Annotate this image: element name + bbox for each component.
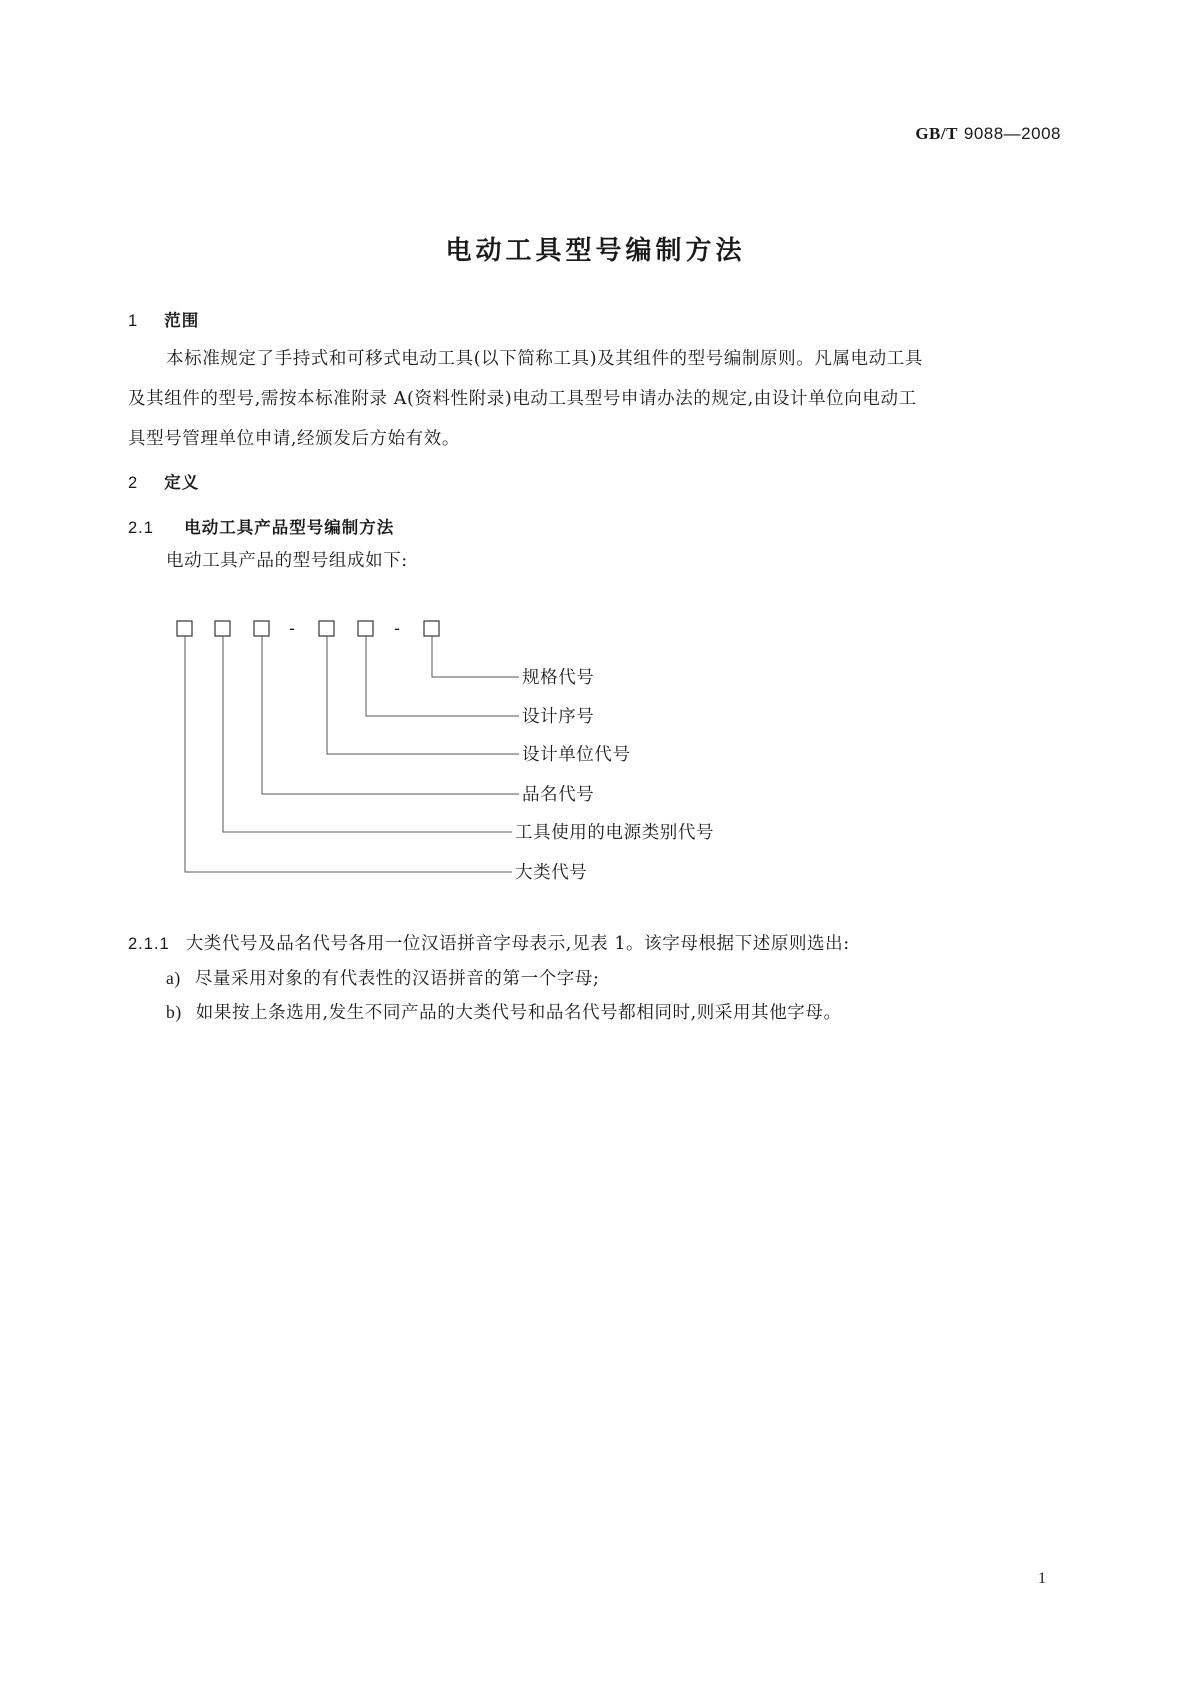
- clause-2-1-1-number: 2.1.1: [128, 935, 170, 953]
- leader-line-product-name-code: [262, 636, 519, 794]
- label-design-unit-code: 设计单位代号: [522, 745, 631, 765]
- section-2-title: 定义: [164, 473, 200, 492]
- clause-item-a-label: a): [166, 968, 181, 988]
- section-2-number: 2: [128, 474, 139, 492]
- page-number: 1: [1038, 1570, 1046, 1587]
- clause-item-b: [166, 999, 842, 1024]
- leader-line-design-unit-code: [327, 636, 519, 754]
- section-2-1-number: 2.1: [128, 519, 154, 537]
- separator-2: -: [394, 619, 401, 639]
- clause-item-a: [166, 965, 600, 990]
- scope-line-1: 本标准规定了手持式和可移式电动工具(以下简称工具)及其组件的型号编制原则。凡属电动工具: [166, 349, 923, 369]
- clause-item-a-text: 尽量采用对象的有代表性的汉语拼音的第一个字母;: [194, 969, 600, 989]
- label-category-code: 大类代号: [515, 863, 588, 883]
- clause-2-1-1-text: 大类代号及品名代号各用一位汉语拼音字母表示,见表 1。该字母根据下述原则选出:: [185, 934, 850, 954]
- label-spec-code: 规格代号: [522, 668, 595, 688]
- method-intro-text: 电动工具产品的型号组成如下:: [166, 551, 408, 571]
- label-design-serial: 设计序号: [522, 707, 595, 727]
- code-box-4: [319, 621, 334, 636]
- code-box-1: [177, 621, 192, 636]
- code-box-6: [424, 621, 439, 636]
- clause-item-b-text: 如果按上条选用,发生不同产品的大类代号和品名代号都相同时,则采用其他字母。: [195, 1003, 842, 1023]
- clause-item-b-label: b): [166, 1002, 182, 1022]
- section-1-number: 1: [128, 312, 139, 330]
- section-1-title: 范围: [164, 311, 200, 330]
- scope-line-2: 及其组件的型号,需按本标准附录 A(资料性附录)电动工具型号申请办法的规定,由设计单位向电动工: [128, 389, 917, 409]
- label-product-name-code: 品名代号: [522, 785, 595, 805]
- leader-line-power-type-code: [223, 636, 512, 832]
- section-2-1-title: 电动工具产品型号编制方法: [184, 518, 395, 537]
- document-title: 电动工具型号编制方法: [445, 236, 746, 266]
- separator-1: -: [289, 619, 296, 639]
- standard-code-prefix: GB/T: [915, 124, 958, 143]
- clause-2-1-1: [128, 930, 850, 955]
- standard-code-number: 9088—2008: [963, 124, 1061, 143]
- scope-line-3: 具型号管理单位申请,经颁发后方始有效。: [128, 429, 460, 449]
- code-box-5: [358, 621, 373, 636]
- leader-line-spec-code: [432, 636, 519, 677]
- code-box-2: [215, 621, 230, 636]
- code-box-3: [254, 621, 269, 636]
- leader-line-design-serial: [366, 636, 519, 716]
- label-power-type-code: 工具使用的电源类别代号: [515, 823, 715, 843]
